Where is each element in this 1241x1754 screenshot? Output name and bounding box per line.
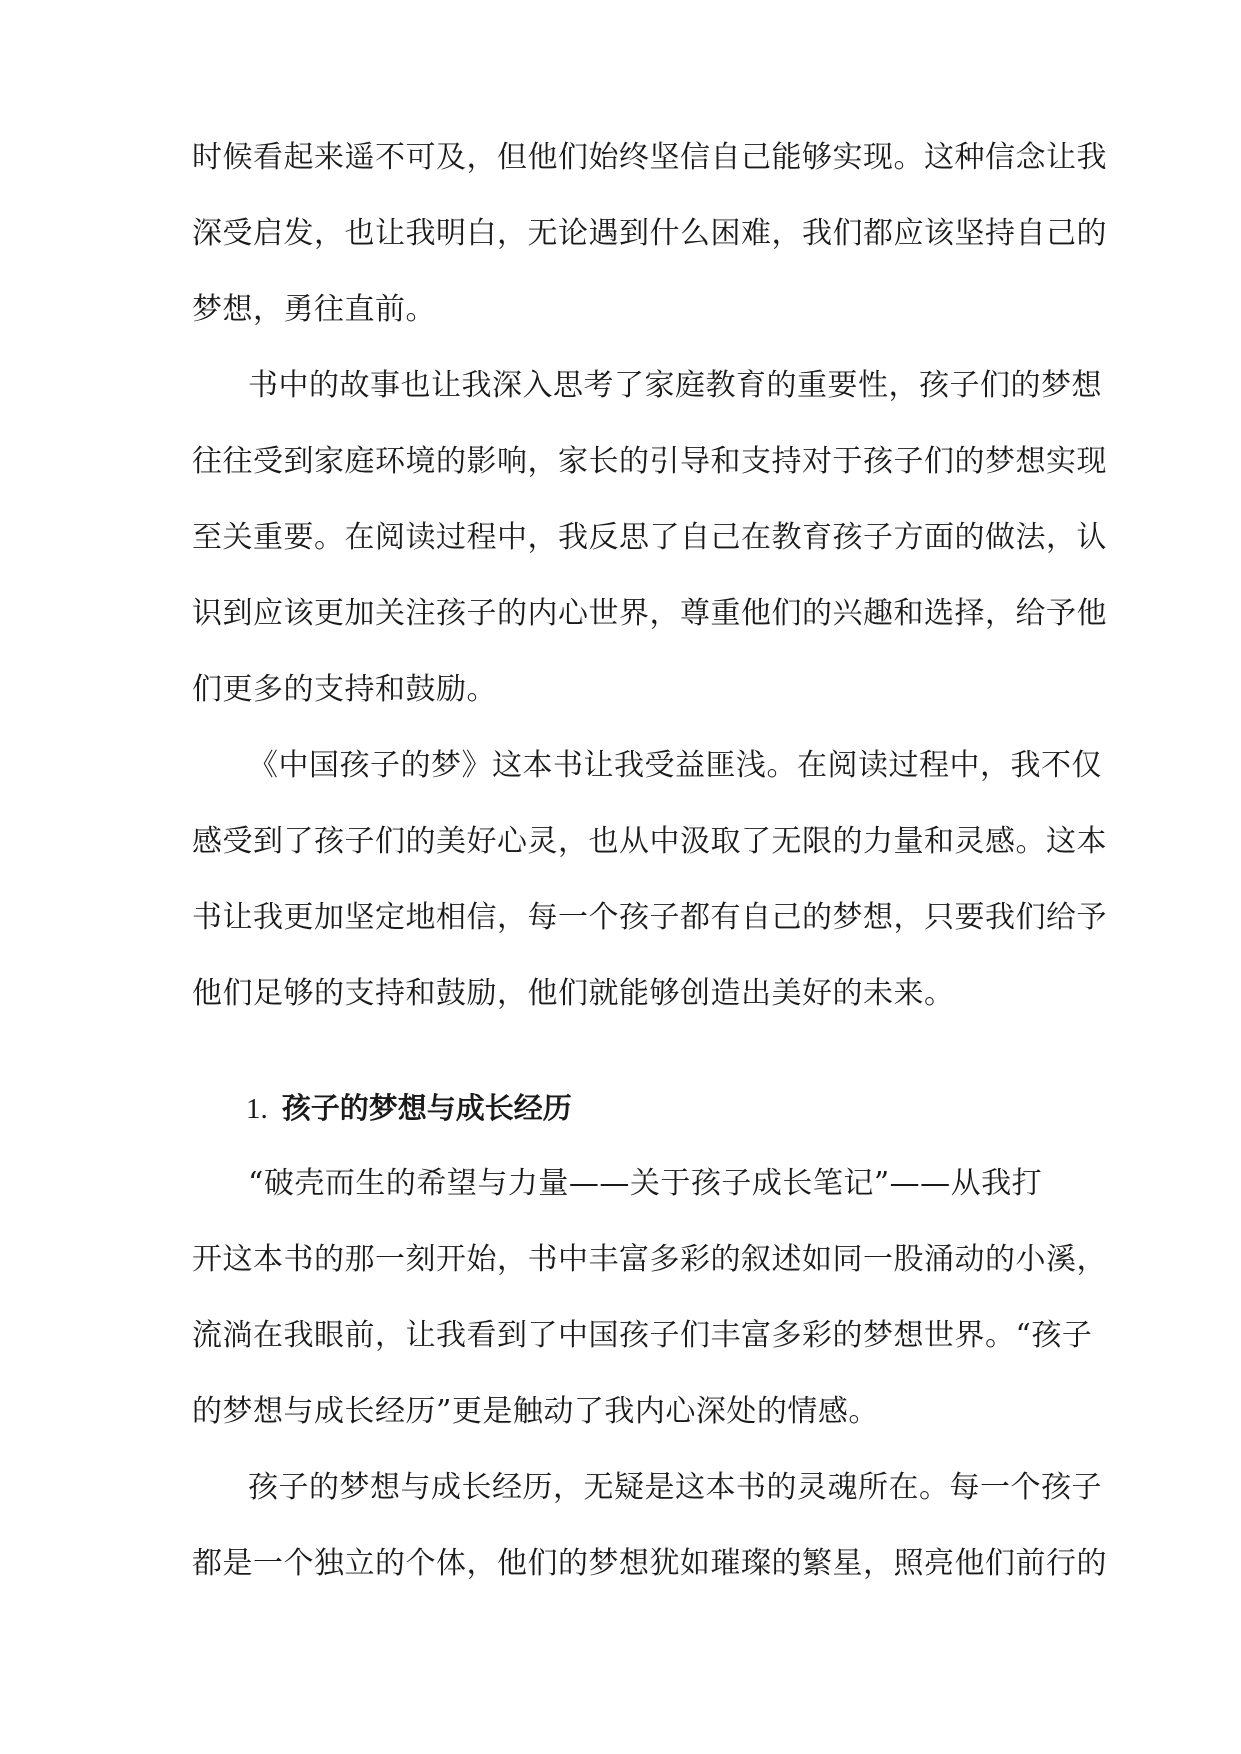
text-line: 流淌在我眼前，让我看到了中国孩子们丰富多彩的梦想世界。“孩子	[192, 1318, 1093, 1353]
text-line: 梦想，勇往直前。	[192, 292, 436, 327]
text-line: “破壳而生的希望与力量——关于孩子成长笔记”——从我打	[248, 1166, 1043, 1201]
text-line: 书中的故事也让我深入思考了家庭教育的重要性，孩子们的梦想	[248, 368, 1102, 403]
text-line: 至关重要。在阅读过程中，我反思了自己在教育孩子方面的做法，认	[192, 520, 1107, 555]
text-line: 深受启发，也让我明白，无论遇到什么困难，我们都应该坚持自己的	[192, 216, 1107, 251]
text-line: 都是一个独立的个体，他们的梦想犹如璀璨的繁星，照亮他们前行的	[192, 1546, 1107, 1581]
section-heading	[246, 1088, 572, 1129]
text-line: 书让我更加坚定地相信，每一个孩子都有自己的梦想，只要我们给予	[192, 900, 1107, 935]
text-line: 识到应该更加关注孩子的内心世界，尊重他们的兴趣和选择，给予他	[192, 596, 1107, 631]
text-line: 孩子的梦想与成长经历，无疑是这本书的灵魂所在。每一个孩子	[248, 1470, 1102, 1505]
section-number: 1.	[246, 1093, 268, 1125]
text-line: 的梦想与成长经历”更是触动了我内心深处的情感。	[192, 1394, 879, 1429]
text-line: 他们足够的支持和鼓励，他们就能够创造出美好的未来。	[192, 976, 955, 1011]
text-line: 们更多的支持和鼓励。	[192, 672, 497, 707]
text-line: 往往受到家庭环境的影响，家长的引导和支持对于孩子们的梦想实现	[192, 444, 1107, 479]
section-title: 孩子的梦想与成长经历	[281, 1091, 572, 1125]
text-line: 时候看起来遥不可及，但他们始终坚信自己能够实现。这种信念让我	[192, 140, 1107, 175]
text-line: 开这本书的那一刻开始，书中丰富多彩的叙述如同一股涌动的小溪，	[192, 1242, 1107, 1277]
text-line: 《中国孩子的梦》这本书让我受益匪浅。在阅读过程中，我不仅	[248, 748, 1102, 783]
text-line: 感受到了孩子们的美好心灵，也从中汲取了无限的力量和灵感。这本	[192, 824, 1107, 859]
